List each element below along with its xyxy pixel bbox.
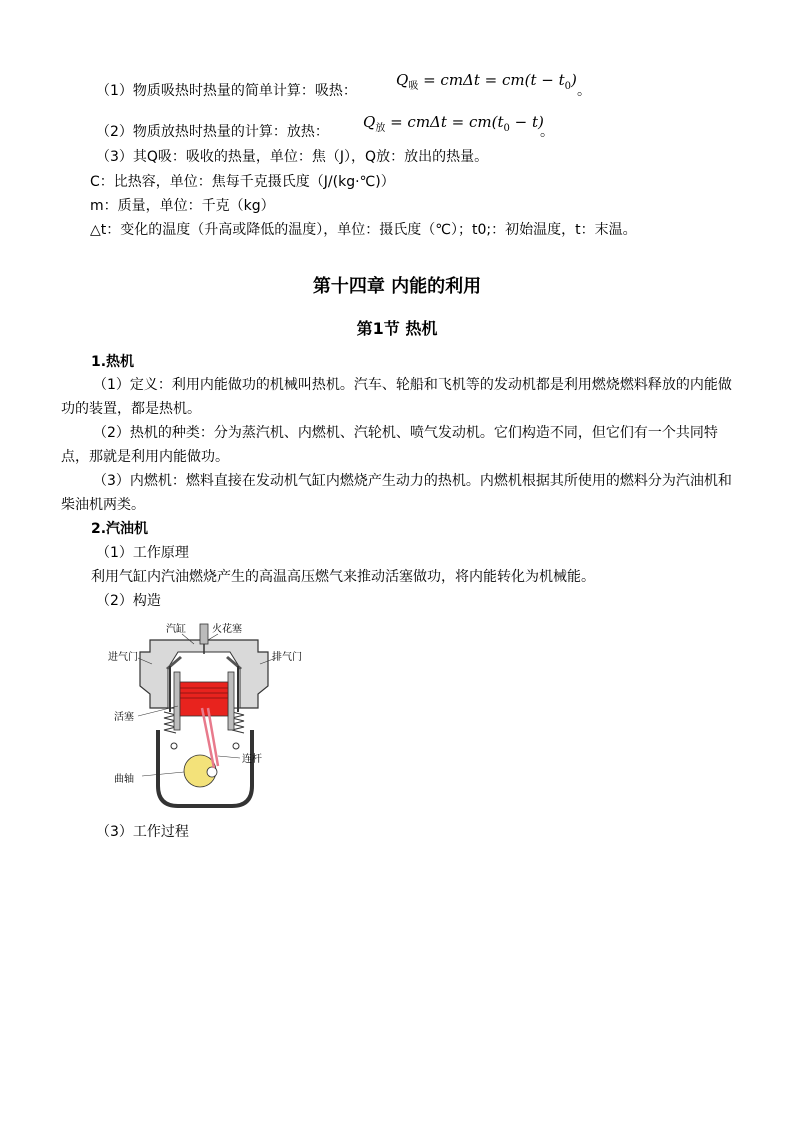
release-formula-line: [96, 122, 329, 142]
spark-plug: [200, 624, 208, 644]
absorb-formula-line: [96, 81, 357, 101]
label-cylinder: 汽缸: [166, 624, 186, 635]
exhaust-cam: [233, 743, 239, 749]
label-intake-valve: 进气门: [108, 652, 138, 663]
absorb-formula: $Q_吸 = cm\Delta t = cm(t - t_0)$: [396, 71, 577, 92]
absorb-period: 。: [577, 83, 591, 99]
release-formula: $Q_放 = cm\Delta t = cm(t_0 - t)$: [363, 113, 544, 134]
cylinder-wall-right: [228, 672, 234, 730]
structure-label: （2）构造: [96, 593, 161, 609]
leader-line: [218, 756, 240, 758]
label-crankshaft: 曲轴: [114, 774, 134, 785]
principle-label: （1）工作原理: [96, 545, 189, 561]
gasoline-engine-diagram: [108, 616, 308, 816]
principle-text: 利用气缸内汽油燃烧产生的高温高压燃气来推动活塞做功，将内能转化为机械能。: [91, 569, 595, 585]
chapter-title: 第十四章 内能的利用: [312, 276, 482, 297]
release-label: （2）物质放热时热量的计算：放热：: [96, 124, 329, 140]
note-line: △t：变化的温度（升高或降低的温度），单位：摄氏度（℃）；t0;：初始温度，t：末温。: [90, 222, 637, 238]
label-spark-plug: 火花塞: [212, 624, 242, 635]
piston: [180, 682, 228, 716]
heat-engine-types: （2）热机的种类：分为蒸汽机、内燃机、汽轮机、喷气发动机。它们构造不同，但它们有一个共同特点，那就是利用内能做功。: [61, 425, 718, 465]
cylinder-wall-left: [174, 672, 180, 730]
label-piston: 活塞: [114, 712, 134, 723]
note-line: C：比热容，单位：焦每千克摄氏度（J/(kg·℃)）: [90, 174, 395, 190]
note-line: （3）其Q吸：吸收的热量，单位：焦（J），Q放：放出的热量。: [96, 149, 489, 165]
note-line: m：质量，单位：千克（kg）: [90, 198, 275, 214]
internal-combustion-engine: （3）内燃机：燃料直接在发动机气缸内燃烧产生动力的热机。内燃机根据其所使用的燃料分为汽油机和柴油机两类。: [61, 473, 732, 513]
absorb-label: （1）物质吸热时热量的简单计算：吸热：: [96, 83, 357, 99]
section-title: 第1节 热机: [356, 319, 438, 338]
label-exhaust-valve: 排气门: [272, 652, 302, 663]
heat-engine-heading: 1.热机: [91, 354, 135, 370]
intake-cam: [171, 743, 177, 749]
heat-engine-definition: （1）定义：利用内能做功的机械叫热机。汽车、轮船和飞机等的发动机都是利用燃烧燃料释放的内能做功的装置，都是热机。: [61, 377, 732, 417]
leader-line: [142, 772, 184, 776]
process-label: （3）工作过程: [96, 824, 189, 840]
crank-pin: [207, 767, 217, 777]
label-connecting-rod: 连杆: [242, 754, 262, 765]
gasoline-engine-heading: 2.汽油机: [91, 521, 149, 537]
release-period: 。: [540, 124, 554, 140]
